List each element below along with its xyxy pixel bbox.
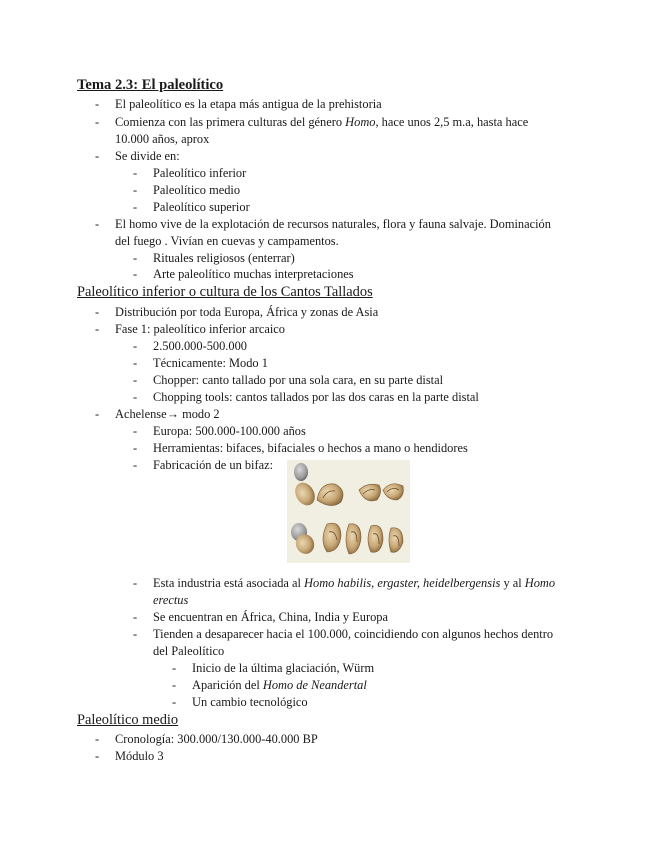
bullet-dash: - bbox=[133, 183, 138, 197]
list-item-text: Rituales religiosos (enterrar) bbox=[153, 251, 295, 265]
list-item-text: Paleolítico inferior bbox=[153, 166, 247, 180]
hammerstone-shape bbox=[294, 463, 308, 481]
bullet-dash: - bbox=[133, 267, 138, 281]
list-item-text: Se encuentran en África, China, India y Europa bbox=[153, 610, 388, 624]
list-item-text: Europa: 500.000-100.000 años bbox=[153, 424, 306, 438]
biface-stage-shape bbox=[291, 479, 319, 509]
biface-stage-shape bbox=[389, 528, 403, 553]
bullet-dash: - bbox=[133, 627, 138, 641]
list-item-text: 2.500.000-500.000 bbox=[153, 339, 247, 353]
list-item-text: Chopper: canto tallado por una sola cara, en su parte distal bbox=[153, 373, 444, 387]
list-item-text: Fabricación de un bifaz: bbox=[153, 458, 274, 472]
bullet-dash: - bbox=[172, 661, 177, 675]
list-item-text bbox=[192, 677, 367, 694]
bullet-dash: - bbox=[95, 149, 100, 163]
biface-stage-shape bbox=[346, 524, 361, 554]
bullet-dash: - bbox=[95, 749, 100, 763]
bullet-dash: - bbox=[133, 576, 138, 590]
list-item-continuation: del fuego . Vivían en cuevas y campamentos. bbox=[115, 234, 339, 248]
list-item-text: Herramientas: bifaces, bifaciales o hechos a mano o hendidores bbox=[153, 441, 468, 455]
bullet-dash: - bbox=[95, 322, 100, 336]
bullet-dash: - bbox=[133, 200, 138, 214]
bullet-dash: - bbox=[95, 217, 100, 231]
italic-term: Homo bbox=[345, 115, 376, 129]
list-item-text: Distribución por toda Europa, África y zonas de Asia bbox=[115, 305, 379, 319]
bullet-dash: - bbox=[133, 356, 138, 370]
list-item-text: Arte paleolítico muchas interpretaciones bbox=[153, 267, 354, 281]
biface-stage-shape bbox=[383, 484, 403, 500]
biface-stage-shape bbox=[359, 484, 381, 501]
list-item-continuation bbox=[153, 592, 188, 609]
bullet-dash: - bbox=[133, 424, 138, 438]
list-item-text: Fase 1: paleolítico inferior arcaico bbox=[115, 322, 285, 336]
bullet-dash: - bbox=[95, 732, 100, 746]
section-heading: Paleolítico medio bbox=[77, 712, 179, 728]
bullet-dash: - bbox=[133, 339, 138, 353]
biface-stage-shape bbox=[317, 484, 343, 506]
italic-term: Homo de Neandertal bbox=[262, 678, 367, 692]
list-item-text: Inicio de la última glaciación, Würm bbox=[192, 661, 375, 675]
text-run: y al bbox=[500, 576, 525, 590]
bullet-dash: - bbox=[133, 251, 138, 265]
section-heading: Paleolítico inferior o cultura de los Cantos Tallados bbox=[77, 284, 373, 300]
list-item-text: Técnicamente: Modo 1 bbox=[153, 356, 268, 370]
bullet-dash: - bbox=[95, 305, 100, 319]
bullet-dash: - bbox=[95, 407, 100, 421]
italic-term: erectus bbox=[153, 593, 189, 607]
text-run: Aparición del bbox=[192, 678, 263, 692]
list-item-text: El paleolítico es la etapa más antigua de la prehistoria bbox=[115, 97, 382, 111]
biface-drawing bbox=[287, 460, 410, 563]
list-item-text: El homo vive de la explotación de recursos naturales, flora y fauna salvaje. Dominación bbox=[115, 217, 551, 231]
text-run: Comienza con las primera culturas del género bbox=[115, 115, 346, 129]
list-item-text: Chopping tools: cantos tallados por las dos caras en la parte distal bbox=[153, 390, 479, 404]
bullet-dash: - bbox=[172, 678, 177, 692]
biface-stage-shape bbox=[368, 525, 383, 552]
italic-term: Homo habilis, ergaster, heidelbergensis bbox=[304, 576, 501, 590]
list-item-text: Cronología: 300.000/130.000-40.000 BP bbox=[115, 732, 318, 746]
list-item-text: Achelense→ modo 2 bbox=[115, 407, 220, 421]
bullet-dash: - bbox=[133, 610, 138, 624]
biface-illustration bbox=[287, 460, 410, 563]
list-item-text: Paleolítico medio bbox=[153, 183, 241, 197]
list-item-text: Módulo 3 bbox=[115, 749, 164, 763]
list-item-text: Un cambio tecnológico bbox=[192, 695, 308, 709]
text-run: , hace unos 2,5 m.a, hasta hace bbox=[375, 115, 529, 129]
list-item-text: Paleolítico superior bbox=[153, 200, 250, 214]
bullet-dash: - bbox=[172, 695, 177, 709]
bullet-dash: - bbox=[95, 115, 100, 129]
italic-term: Homo bbox=[524, 576, 556, 590]
list-item-continuation: 10.000 años, aprox bbox=[115, 132, 210, 146]
bullet-dash: - bbox=[133, 373, 138, 387]
list-item-text bbox=[153, 575, 555, 592]
list-item-continuation: del Paleolítico bbox=[153, 644, 225, 658]
list-item-text: Tienden a desaparecer hacia el 100.000, coincidiendo con algunos hechos dentro bbox=[153, 627, 554, 641]
bullet-dash: - bbox=[95, 97, 100, 111]
text-run: Esta industria está asociada al bbox=[153, 576, 305, 590]
bullet-dash: - bbox=[133, 390, 138, 404]
bullet-dash: - bbox=[133, 458, 138, 472]
list-item-text bbox=[115, 114, 528, 131]
page-title: Tema 2.3: El paleolítico bbox=[77, 77, 224, 93]
list-item-text: Se divide en: bbox=[115, 149, 180, 163]
bullet-dash: - bbox=[133, 441, 138, 455]
bullet-dash: - bbox=[133, 166, 138, 180]
biface-stage-shape bbox=[323, 523, 341, 552]
